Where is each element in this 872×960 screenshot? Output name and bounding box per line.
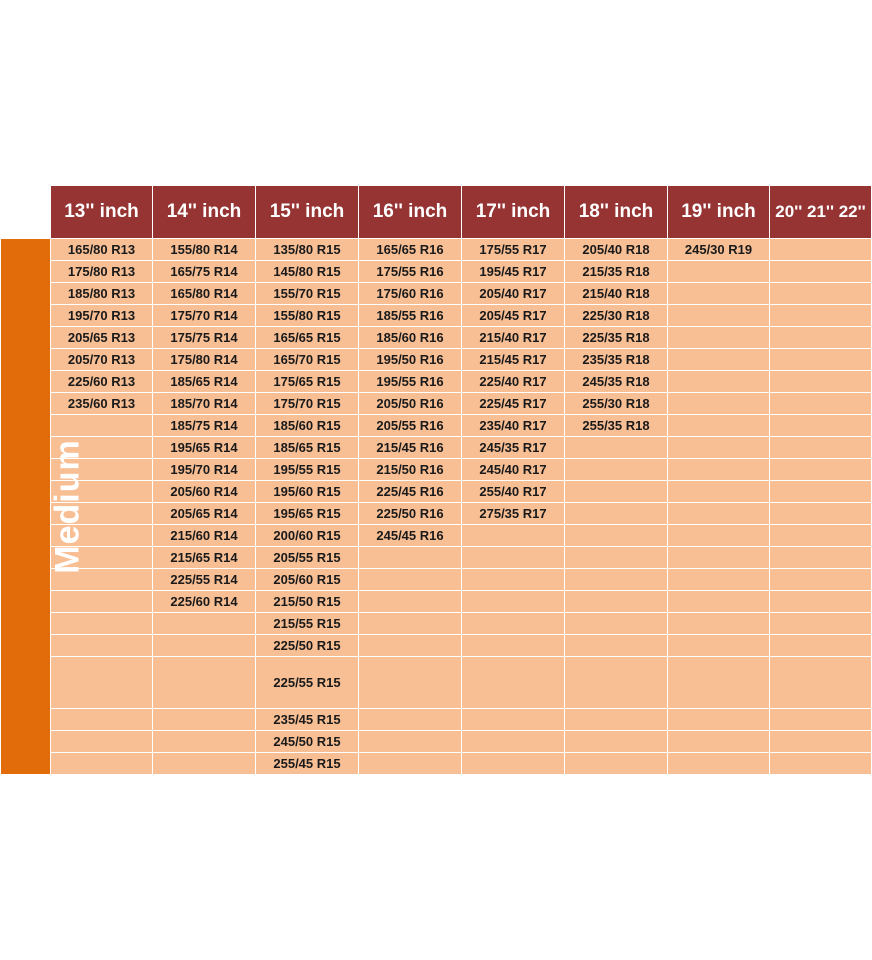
table-cell: 215/65 R14 <box>153 547 256 569</box>
table-cell: 195/70 R14 <box>153 459 256 481</box>
table-cell <box>770 415 872 437</box>
table-cell: 205/55 R15 <box>256 547 359 569</box>
table-cell: 205/40 R17 <box>462 283 565 305</box>
table-cell <box>770 613 872 635</box>
table-row <box>1 731 872 753</box>
table-row <box>1 709 872 731</box>
table-cell <box>770 239 872 261</box>
table-cell: 185/70 R14 <box>153 393 256 415</box>
table-cell: 195/55 R16 <box>359 371 462 393</box>
table-cell <box>565 613 668 635</box>
header-row <box>1 186 872 239</box>
table-cell: 185/60 R15 <box>256 415 359 437</box>
table-cell: 225/60 R14 <box>153 591 256 613</box>
column-header: 15'' inch <box>256 186 359 239</box>
table-cell <box>51 731 153 753</box>
table-cell <box>668 657 770 709</box>
table-cell <box>770 283 872 305</box>
table-cell <box>565 547 668 569</box>
table-cell <box>565 591 668 613</box>
table-cell <box>153 753 256 775</box>
table-cell <box>770 709 872 731</box>
table-row <box>1 261 872 283</box>
table-cell: 155/70 R15 <box>256 283 359 305</box>
table-cell <box>565 569 668 591</box>
table-cell <box>153 709 256 731</box>
table-cell <box>668 731 770 753</box>
table-cell: 255/45 R15 <box>256 753 359 775</box>
column-header: 14'' inch <box>153 186 256 239</box>
table-cell: 205/55 R16 <box>359 415 462 437</box>
table-cell <box>51 613 153 635</box>
table-cell <box>359 753 462 775</box>
table-cell: 205/60 R15 <box>256 569 359 591</box>
table-cell <box>462 591 565 613</box>
table-cell: 175/55 R16 <box>359 261 462 283</box>
table-cell: 245/35 R17 <box>462 437 565 459</box>
table-cell: 175/70 R14 <box>153 305 256 327</box>
column-header: 20'' 21'' 22'' <box>770 186 872 239</box>
row-group-label: Medium <box>48 439 87 574</box>
table-cell: 135/80 R15 <box>256 239 359 261</box>
table-cell: 215/60 R14 <box>153 525 256 547</box>
table-row <box>1 525 872 547</box>
table-cell: 235/60 R13 <box>51 393 153 415</box>
table-cell <box>770 349 872 371</box>
column-header: 17'' inch <box>462 186 565 239</box>
table-cell: 225/35 R18 <box>565 327 668 349</box>
table-cell <box>153 731 256 753</box>
table-cell: 200/60 R15 <box>256 525 359 547</box>
table-cell <box>153 635 256 657</box>
table-cell: 195/70 R13 <box>51 305 153 327</box>
column-header: 18'' inch <box>565 186 668 239</box>
table-cell <box>565 481 668 503</box>
table-cell <box>565 731 668 753</box>
table-cell: 215/40 R18 <box>565 283 668 305</box>
table-cell: 205/45 R17 <box>462 305 565 327</box>
table-row <box>1 569 872 591</box>
table-cell: 215/35 R18 <box>565 261 668 283</box>
table-cell <box>668 481 770 503</box>
table-cell: 215/55 R15 <box>256 613 359 635</box>
table-cell <box>359 709 462 731</box>
table-cell: 205/50 R16 <box>359 393 462 415</box>
table-cell: 215/45 R16 <box>359 437 462 459</box>
table-row <box>1 239 872 261</box>
table-cell <box>668 613 770 635</box>
table-cell <box>668 635 770 657</box>
table-cell: 245/40 R17 <box>462 459 565 481</box>
column-header: 19'' inch <box>668 186 770 239</box>
table-cell: 175/75 R14 <box>153 327 256 349</box>
table-cell: 195/65 R15 <box>256 503 359 525</box>
table-cell: 185/60 R16 <box>359 327 462 349</box>
table-cell: 185/80 R13 <box>51 283 153 305</box>
table-cell <box>668 305 770 327</box>
table-cell <box>359 635 462 657</box>
table-cell <box>565 709 668 731</box>
table-cell <box>668 591 770 613</box>
column-header: 13'' inch <box>51 186 153 239</box>
table-cell <box>359 657 462 709</box>
table-cell <box>770 261 872 283</box>
table-cell: 175/80 R14 <box>153 349 256 371</box>
table-cell: 235/40 R17 <box>462 415 565 437</box>
table-cell <box>51 657 153 709</box>
table-cell <box>51 753 153 775</box>
table-cell: 225/50 R16 <box>359 503 462 525</box>
table-cell: 175/70 R15 <box>256 393 359 415</box>
table-cell: 155/80 R14 <box>153 239 256 261</box>
table-cell <box>153 613 256 635</box>
table-cell: 185/65 R15 <box>256 437 359 459</box>
table-cell: 195/50 R16 <box>359 349 462 371</box>
table-cell <box>668 569 770 591</box>
table-cell <box>770 525 872 547</box>
table-cell: 255/40 R17 <box>462 481 565 503</box>
table-cell: 175/60 R16 <box>359 283 462 305</box>
table-row <box>1 657 872 709</box>
table-cell <box>770 591 872 613</box>
table-row <box>1 283 872 305</box>
table-cell: 195/65 R14 <box>153 437 256 459</box>
table-cell: 155/80 R15 <box>256 305 359 327</box>
table-cell <box>770 547 872 569</box>
table-cell: 245/30 R19 <box>668 239 770 261</box>
table-cell <box>668 261 770 283</box>
table-row <box>1 753 872 775</box>
table-cell: 185/55 R16 <box>359 305 462 327</box>
table-cell: 205/65 R13 <box>51 327 153 349</box>
row-group-label-cell <box>1 239 87 775</box>
table-cell <box>462 525 565 547</box>
table-cell: 225/45 R17 <box>462 393 565 415</box>
table-cell: 195/45 R17 <box>462 261 565 283</box>
table-cell <box>462 635 565 657</box>
table-cell <box>359 613 462 635</box>
table-row <box>1 481 872 503</box>
table-cell <box>668 525 770 547</box>
table-row <box>1 393 872 415</box>
table-row <box>1 613 872 635</box>
table-cell: 255/35 R18 <box>565 415 668 437</box>
table-cell: 165/80 R13 <box>51 239 153 261</box>
table-cell <box>668 415 770 437</box>
table-cell <box>462 709 565 731</box>
table-cell <box>359 547 462 569</box>
table-cell <box>359 731 462 753</box>
table-cell <box>565 525 668 547</box>
table-cell: 225/55 R15 <box>256 657 359 709</box>
table-row <box>1 459 872 481</box>
table-cell: 205/40 R18 <box>565 239 668 261</box>
table-cell <box>770 305 872 327</box>
table-cell: 255/30 R18 <box>565 393 668 415</box>
table-cell <box>668 437 770 459</box>
table-cell <box>668 393 770 415</box>
table-cell <box>462 657 565 709</box>
table-cell: 195/55 R15 <box>256 459 359 481</box>
table-row <box>1 503 872 525</box>
table-cell <box>770 503 872 525</box>
table-cell <box>668 371 770 393</box>
table-cell: 205/70 R13 <box>51 349 153 371</box>
table-cell: 175/65 R15 <box>256 371 359 393</box>
table-cell <box>462 569 565 591</box>
table-cell: 245/35 R18 <box>565 371 668 393</box>
table-cell: 195/60 R15 <box>256 481 359 503</box>
table-cell <box>565 753 668 775</box>
table-cell <box>565 657 668 709</box>
table-cell <box>770 371 872 393</box>
table-cell: 225/30 R18 <box>565 305 668 327</box>
table-cell: 275/35 R17 <box>462 503 565 525</box>
table-cell: 225/45 R16 <box>359 481 462 503</box>
table-cell <box>668 327 770 349</box>
table-cell: 225/50 R15 <box>256 635 359 657</box>
table-row <box>1 415 872 437</box>
table-cell: 165/70 R15 <box>256 349 359 371</box>
table-cell <box>770 327 872 349</box>
table-body <box>1 239 872 775</box>
table-cell <box>359 569 462 591</box>
table-cell <box>668 503 770 525</box>
table-cell: 205/60 R14 <box>153 481 256 503</box>
table-cell <box>51 635 153 657</box>
tire-size-table <box>0 185 872 775</box>
table-cell: 165/80 R14 <box>153 283 256 305</box>
table-cell <box>51 709 153 731</box>
table-cell: 185/65 R14 <box>153 371 256 393</box>
table-cell <box>770 635 872 657</box>
table-cell <box>668 459 770 481</box>
table-row <box>1 371 872 393</box>
table-cell: 225/60 R13 <box>51 371 153 393</box>
table-cell <box>668 753 770 775</box>
table-cell <box>668 709 770 731</box>
table-cell <box>462 753 565 775</box>
table-cell <box>770 459 872 481</box>
table-cell: 215/45 R17 <box>462 349 565 371</box>
table-cell: 165/65 R15 <box>256 327 359 349</box>
table-row <box>1 349 872 371</box>
table-row <box>1 635 872 657</box>
table-cell: 175/80 R13 <box>51 261 153 283</box>
table-cell: 235/45 R15 <box>256 709 359 731</box>
table-cell: 225/40 R17 <box>462 371 565 393</box>
table-cell: 165/65 R16 <box>359 239 462 261</box>
table-cell <box>770 753 872 775</box>
table-cell: 215/40 R17 <box>462 327 565 349</box>
table-cell <box>770 481 872 503</box>
table-cell: 215/50 R16 <box>359 459 462 481</box>
table-cell: 235/35 R18 <box>565 349 668 371</box>
table-cell: 225/55 R14 <box>153 569 256 591</box>
table-cell <box>565 437 668 459</box>
table-cell: 165/75 R14 <box>153 261 256 283</box>
table-row <box>1 327 872 349</box>
table-cell <box>462 613 565 635</box>
table-cell <box>359 591 462 613</box>
table-cell: 205/65 R14 <box>153 503 256 525</box>
table-cell <box>668 283 770 305</box>
table-cell: 175/55 R17 <box>462 239 565 261</box>
table-cell: 245/45 R16 <box>359 525 462 547</box>
table-cell: 245/50 R15 <box>256 731 359 753</box>
table-cell <box>770 657 872 709</box>
table-cell <box>51 591 153 613</box>
table-cell <box>770 393 872 415</box>
table-row <box>1 305 872 327</box>
table-cell: 185/75 R14 <box>153 415 256 437</box>
corner-cell <box>1 186 51 239</box>
table-cell <box>770 731 872 753</box>
table-cell <box>668 349 770 371</box>
table-cell <box>153 657 256 709</box>
column-header: 16'' inch <box>359 186 462 239</box>
table-cell <box>770 569 872 591</box>
table-cell <box>565 503 668 525</box>
table-row <box>1 591 872 613</box>
table-cell <box>770 437 872 459</box>
table-cell <box>565 635 668 657</box>
table-cell <box>668 547 770 569</box>
table-cell: 215/50 R15 <box>256 591 359 613</box>
table-row <box>1 437 872 459</box>
table-cell <box>462 731 565 753</box>
table-cell <box>51 415 153 437</box>
table-cell <box>565 459 668 481</box>
table-row <box>1 547 872 569</box>
table-cell: 145/80 R15 <box>256 261 359 283</box>
table-cell <box>462 547 565 569</box>
